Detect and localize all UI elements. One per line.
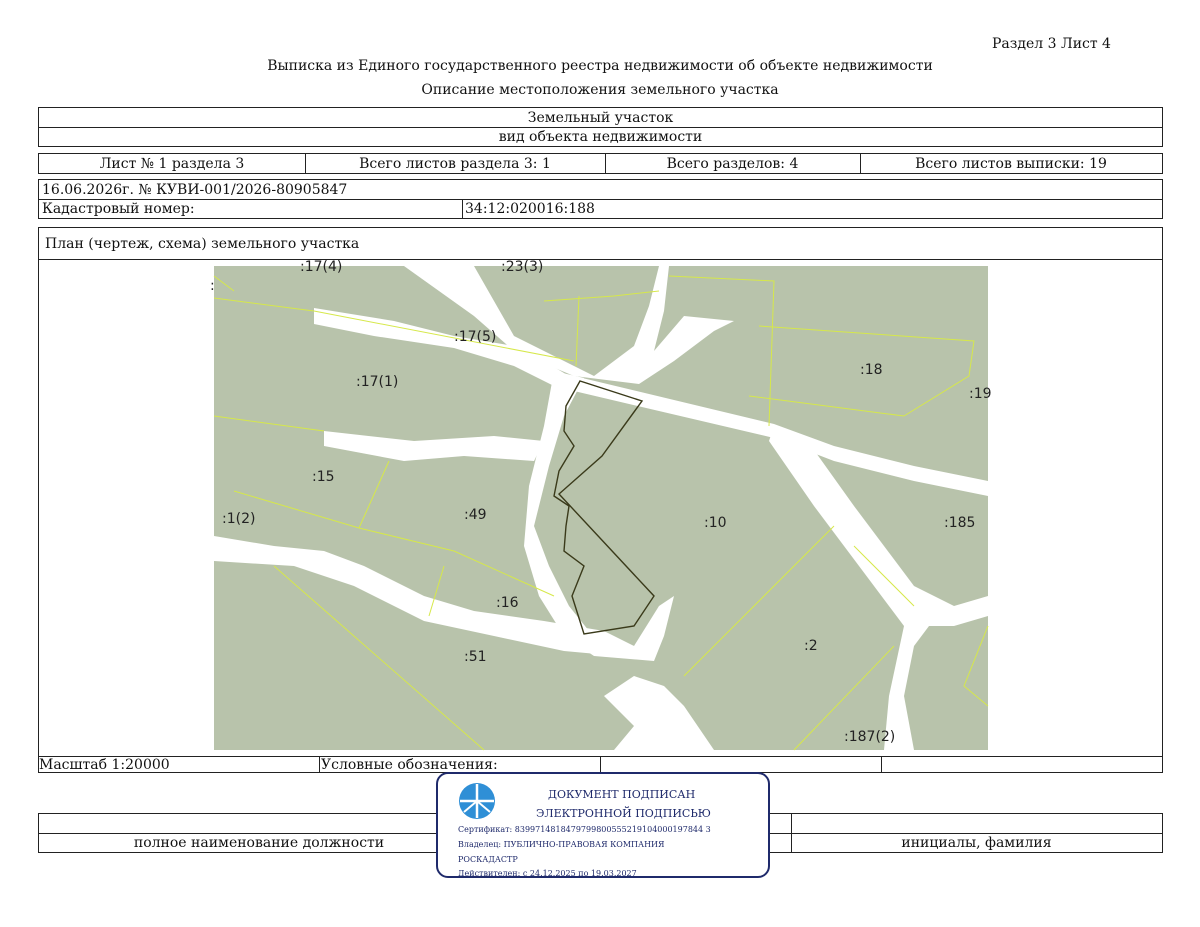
parcel-label: : [210, 278, 215, 294]
object-kind-box [38, 107, 1163, 147]
e-signature-stamp [436, 772, 770, 878]
sheets-row [38, 153, 1163, 174]
boundary [964, 626, 988, 706]
river-corridor [524, 371, 674, 661]
boundary [576, 296, 579, 366]
stamp-certificate: Сертификат: 8399714818479799800555219104000197844 3 [458, 825, 711, 834]
parcel-label: :49 [464, 507, 487, 523]
parcel-label: :10 [704, 515, 727, 531]
stamp-owner-2: РОСКАДАСТР [458, 855, 518, 864]
cadastral-map-svg [210, 259, 992, 750]
scale-label: Масштаб 1:20000 [39, 756, 170, 773]
divider [462, 200, 463, 218]
stamp-line-1: ДОКУМЕНТ ПОДПИСАН [548, 788, 696, 801]
river-south [604, 676, 714, 750]
parcel-label: :18 [860, 362, 883, 378]
parcel-label: :16 [496, 595, 519, 611]
record-box [38, 179, 1163, 219]
boundary [214, 276, 234, 291]
document-subtitle: Описание местоположения земельного участка [421, 82, 779, 98]
total-sections: Всего разделов: 4 [666, 155, 799, 172]
cadastral-number: 34:12:020016:188 [465, 201, 595, 217]
parcel-label: :2 [804, 638, 818, 654]
divider [319, 757, 320, 772]
object-kind: Земельный участок [527, 109, 674, 126]
divider [600, 757, 601, 772]
boundary [234, 491, 554, 596]
target-parcel-outline [554, 381, 654, 634]
name-caption: инициалы, фамилия [901, 835, 1052, 851]
stamp-line-2: ЭЛЕКТРОННОЙ ПОДПИСЬЮ [536, 807, 711, 820]
parcel-label: :17(5) [454, 329, 497, 345]
parcel-label: :1(2) [222, 511, 256, 527]
road-areas [214, 266, 988, 750]
road-north [404, 266, 734, 384]
rosreestr-logo-icon [458, 782, 496, 820]
sheet-number: Лист № 1 раздела 3 [99, 155, 245, 172]
plan-title: План (чертеж, схема) земельного участка [45, 235, 360, 252]
divider [881, 757, 882, 772]
parcel-label: :187(2) [844, 729, 896, 745]
boundary [359, 461, 389, 528]
position-caption: полное наименование должности [133, 835, 385, 851]
parcel-label: :15 [312, 469, 335, 485]
parcel-label: :19 [969, 386, 992, 402]
cadastral-label: Кадастровый номер: [42, 201, 195, 217]
road-west-mid [324, 431, 544, 461]
divider [39, 259, 1162, 260]
document-title: Выписка из Единого государственного реестра недвижимости об объекте недвижимости [267, 58, 933, 74]
boundary [214, 416, 324, 431]
legend-label: Условные обозначения: [321, 756, 498, 773]
road-south-west [214, 536, 634, 656]
parcel-label: :17(4) [300, 259, 343, 275]
object-kind-caption: вид объекта недвижимости [498, 129, 703, 145]
boundary [749, 396, 904, 416]
boundary [544, 291, 659, 301]
parcel-labels [210, 259, 992, 745]
parcel-boundaries [214, 276, 988, 750]
parcel-label: :17(1) [356, 374, 399, 390]
cadastral-map [210, 259, 992, 750]
parcel-label: :185 [944, 515, 976, 531]
record-date-number: 16.06.2026г. № КУВИ-001/2026-80905847 [42, 181, 348, 198]
parcel-label: :51 [464, 649, 487, 665]
total-extract-sheets: Всего листов выписки: 19 [915, 155, 1107, 172]
total-section-sheets: Всего листов раздела 3: 1 [359, 155, 551, 172]
stamp-valid: Действителен: с 24.12.2025 по 19.03.2027 [458, 869, 637, 878]
stamp-owner: Владелец: ПУБЛИЧНО-ПРАВОВАЯ КОМПАНИЯ [458, 840, 665, 849]
parcel-label: :23(3) [501, 259, 544, 275]
section-sheet-label: Раздел 3 Лист 4 [992, 36, 1111, 52]
